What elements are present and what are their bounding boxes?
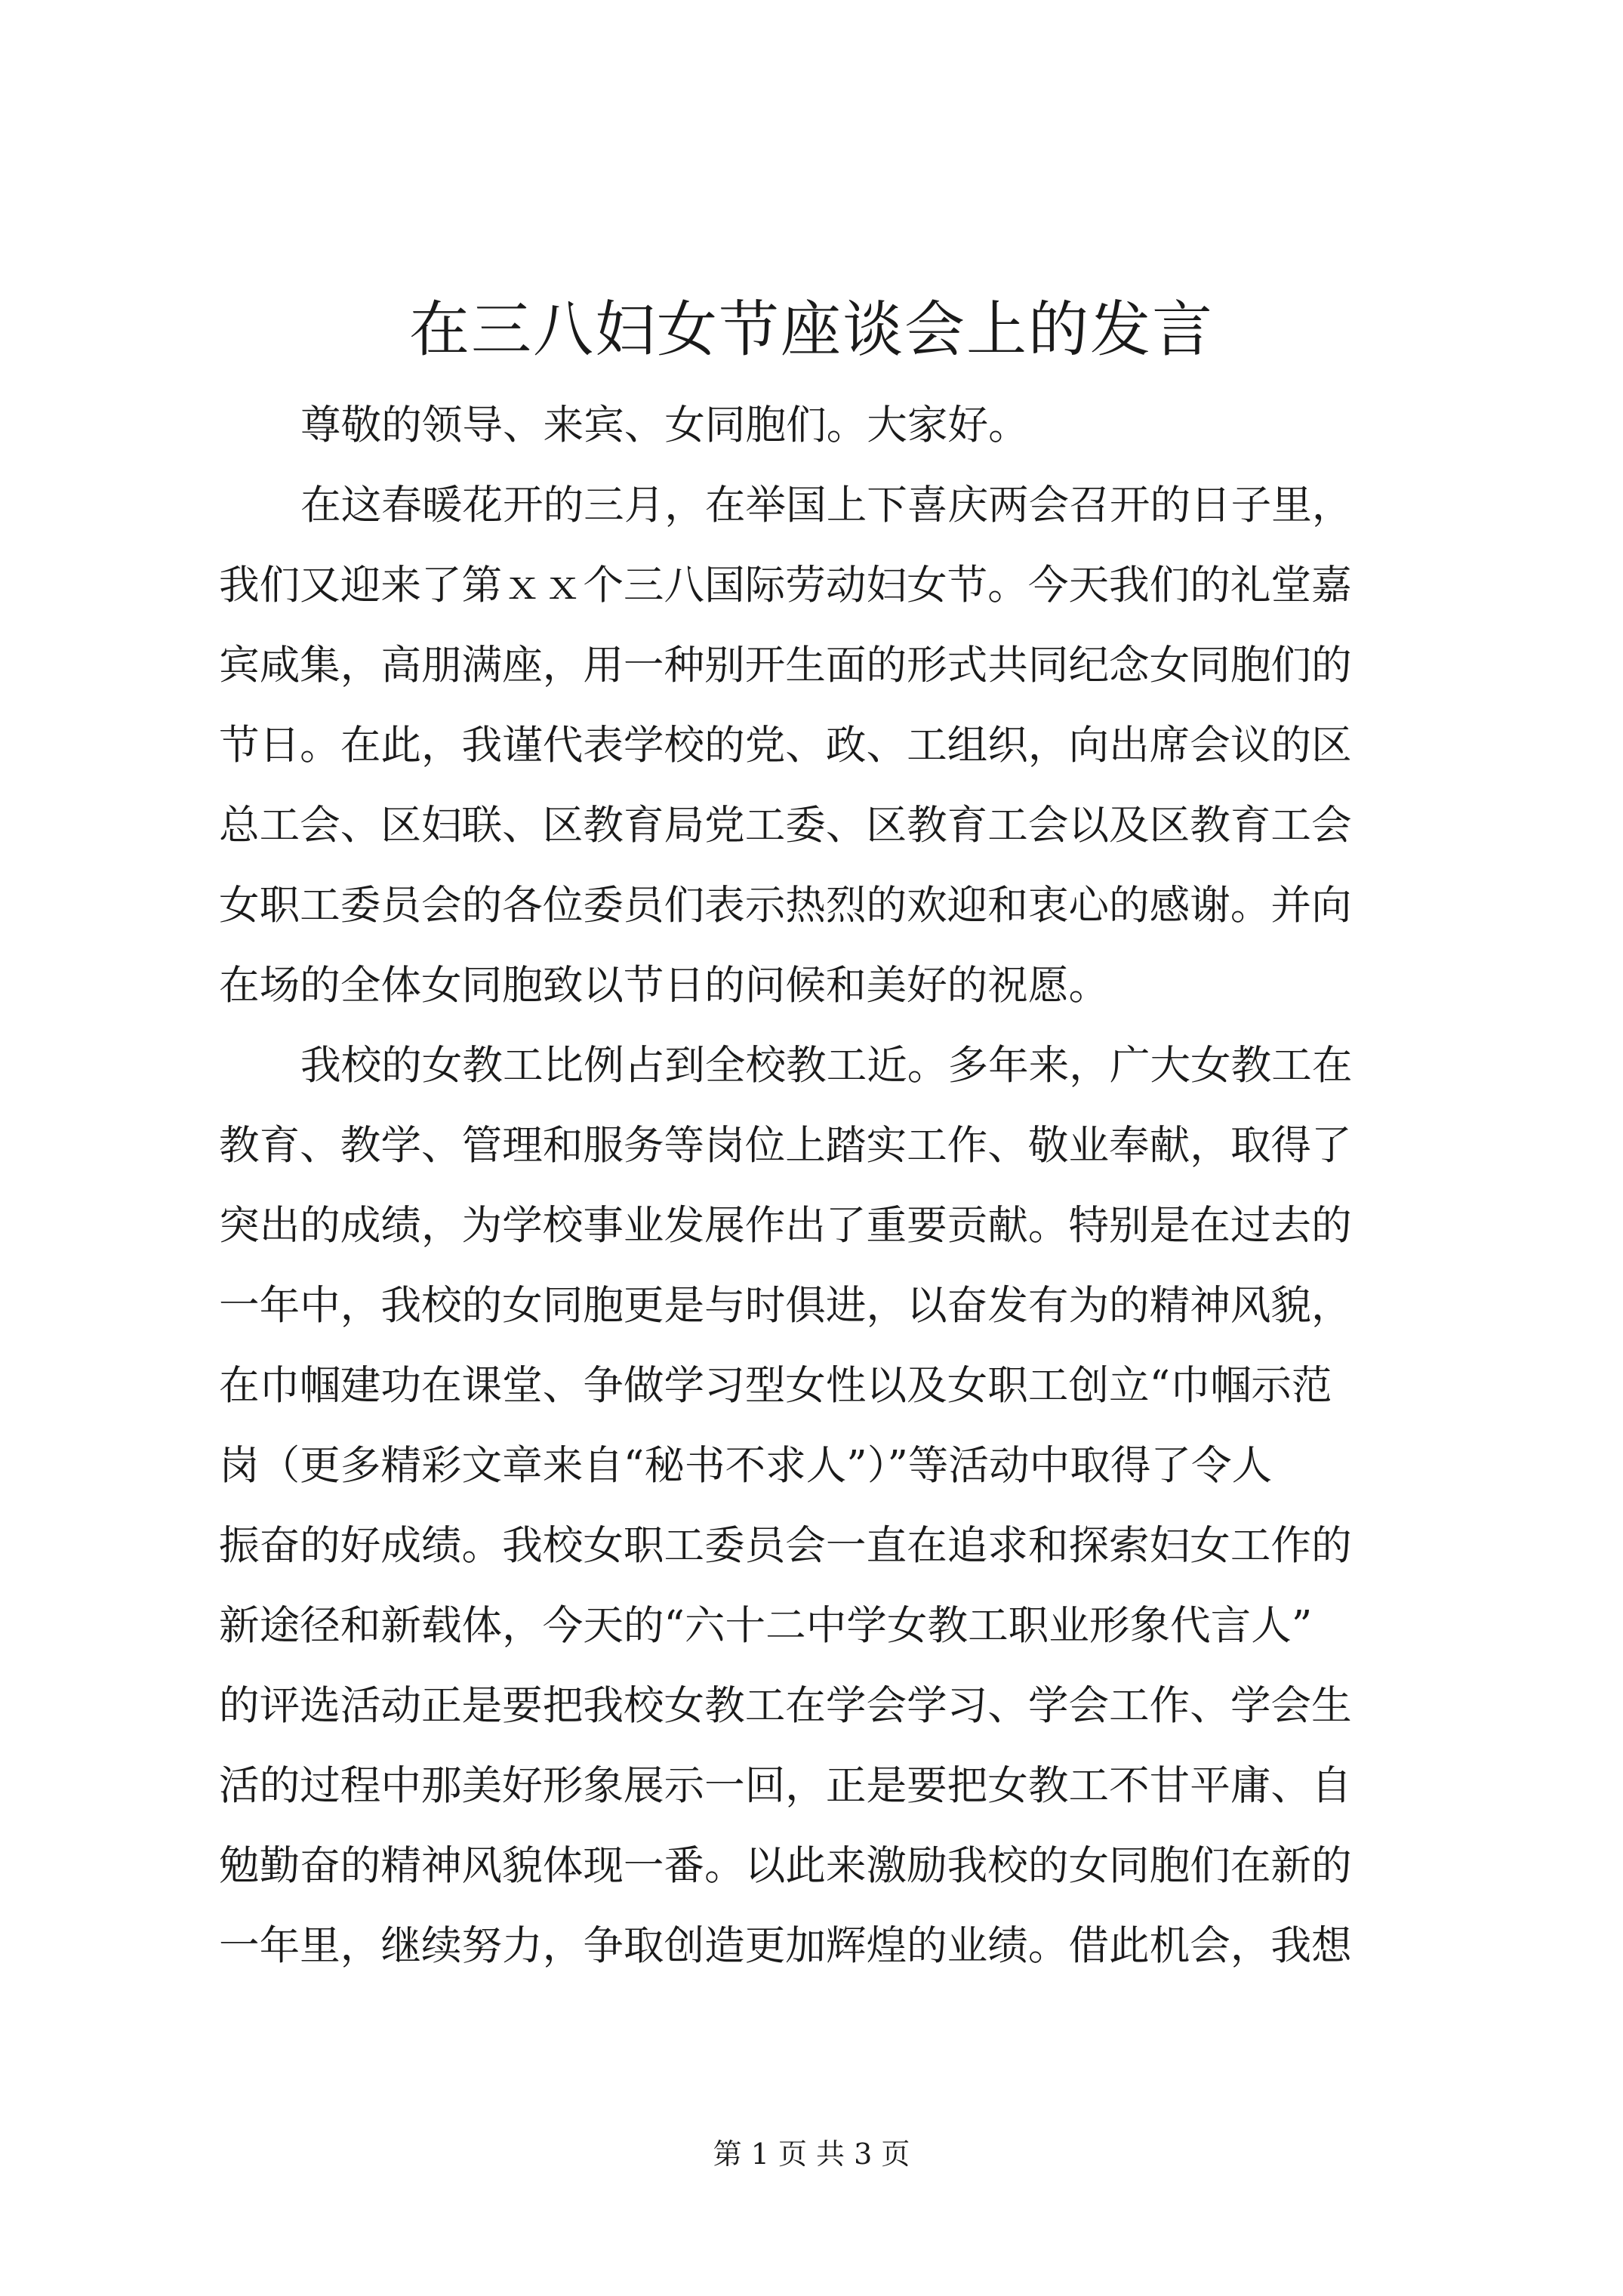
document-title: 在三八妇女节座谈会上的发言: [409, 294, 1214, 365]
body-line: 教育、教学、管理和服务等岗位上踏实工作、敬业奉献，取得了: [219, 1121, 1352, 1169]
body-line: 在巾帼建功在课堂、争做学习型女性以及女职工创立“巾帼示范: [219, 1361, 1332, 1409]
body-line: 新途径和新载体，今天的“六十二中学女教工职业形象代言人”: [219, 1601, 1313, 1649]
body-line: 我校的女教工比例占到全校教工近。多年来，广大女教工在: [300, 1041, 1353, 1089]
body-line: 在这春暖花开的三月，在举国上下喜庆两会召开的日子里，: [300, 481, 1353, 529]
body-line: 我们又迎来了第ｘｘ个三八国际劳动妇女节。今天我们的礼堂嘉: [219, 561, 1352, 609]
body-line: 活的过程中那美好形象展示一回，正是要把女教工不甘平庸、自: [219, 1761, 1352, 1809]
body-line: 的评选活动正是要把我校女教工在学会学习、学会工作、学会生: [219, 1681, 1352, 1729]
document-body: [219, 385, 1419, 1986]
body-line: 总工会、区妇联、区教育局党工委、区教育工会以及区教育工会: [219, 801, 1352, 849]
body-line: 宾咸集，高朋满座，用一种别开生面的形式共同纪念女同胞们的: [219, 641, 1352, 689]
body-line: 振奋的好成绩。我校女职工委员会一直在追求和探索妇女工作的: [219, 1521, 1352, 1569]
body-line: 突出的成绩，为学校事业发展作出了重要贡献。特别是在过去的: [219, 1201, 1352, 1249]
body-line: 女职工委员会的各位委员们表示热烈的欢迎和衷心的感谢。并向: [219, 881, 1352, 929]
body-line: 在场的全体女同胞致以节日的问候和美好的祝愿。: [219, 961, 1110, 1009]
body-line: 一年中，我校的女同胞更是与时俱进，以奋发有为的精神风貌，: [219, 1281, 1352, 1329]
body-line: 勉勤奋的精神风貌体现一番。以此来激励我校的女同胞们在新的: [219, 1841, 1352, 1889]
body-line: 尊敬的领导、来宾、女同胞们。大家好。: [300, 401, 1029, 448]
body-line: 节日。在此，我谨代表学校的党、政、工组织，向出席会议的区: [219, 721, 1352, 769]
body-line: 一年里，继续努力，争取创造更加辉煌的业绩。借此机会，我想: [219, 1922, 1352, 1969]
page-number-footer: 第 1 页 共 3 页: [713, 2137, 910, 2171]
body-line: 岗（更多精彩文章来自“秘书不求人”）”等活动中取得了令人: [219, 1441, 1273, 1489]
